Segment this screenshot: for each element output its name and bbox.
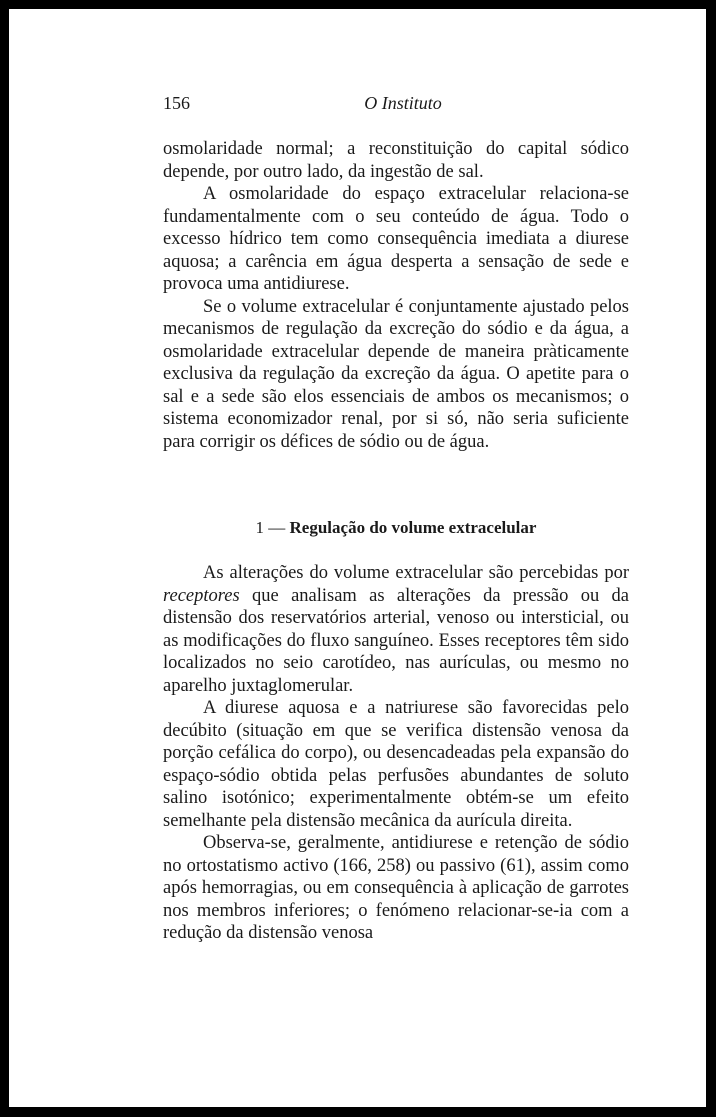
italic-term: receptores	[163, 585, 240, 606]
section-text-top	[163, 138, 629, 453]
page-number: 156	[163, 93, 190, 113]
paragraph-text: que analisam as alterações da pressão ou da distensão dos reservatórios arterial, venoso ou intersticial, ou as modificações do fluxo sanguíneo. Esses receptores têm sido localizados no seio carotídeo, nas aurículas, ou mesmo no aparelho juxtaglomerular.	[163, 585, 629, 696]
paragraph-continuation: osmolaridade normal; a reconstituição do capital sódico depende, por outro lado, da ingestão de sal.	[163, 139, 629, 182]
section-text-bottom	[163, 562, 629, 945]
paragraph	[163, 562, 629, 697]
page-header	[163, 93, 643, 117]
paragraph-text: As alterações do volume extracelular são percebidas por	[203, 563, 629, 583]
paragraph: A osmolaridade do espaço extracelular relaciona-se fundamentalmente com o seu conteúdo de água. Todo o excesso hídrico tem como consequência imediata a diurese aquosa; a carência em água desperta a sensação de sede e provoca uma antidiurese.	[163, 184, 629, 294]
section-heading	[163, 517, 629, 539]
running-title: O Instituto	[364, 93, 442, 113]
paragraph: Se o volume extracelular é conjuntamente ajustado pelos mecanismos de regulação da excreção do sódio e da água, a osmolaridade extracelular depende de maneira pràticamente exclusiva da regulação da excreção da água. O apetite para o sal e a sede são elos essenciais de ambos os mecanismos; o sistema economizador renal, por si só, não seria suficiente para corrigir os défices de sódio ou de água.	[163, 296, 629, 452]
section-heading-number: 1 —	[255, 518, 286, 537]
paragraph: A diurese aquosa e a natriurese são favorecidas pelo decúbito (situação em que se verifica distensão venosa da porção cefálica do corpo), ou desencadeadas pela expansão do espaço-sódio obtida pelas perfusões abundantes de soluto salino isotónico; experimentalmente obtém-se um efeito semelhante pela distensão mecânica da aurícula direita.	[163, 698, 629, 831]
section-heading-title: Regulação do volume extracelular	[289, 518, 537, 537]
paragraph: Observa-se, geralmente, antidiurese e retenção de sódio no ortostatismo activo (166, 258) ou passivo (61), assim como após hemorragias, ou em consequência à aplicação de garrotes nos membros inferiores; o fenómeno relacionar-se-ia com a redução da distensão venosa	[163, 833, 629, 943]
document-page	[9, 9, 706, 1107]
